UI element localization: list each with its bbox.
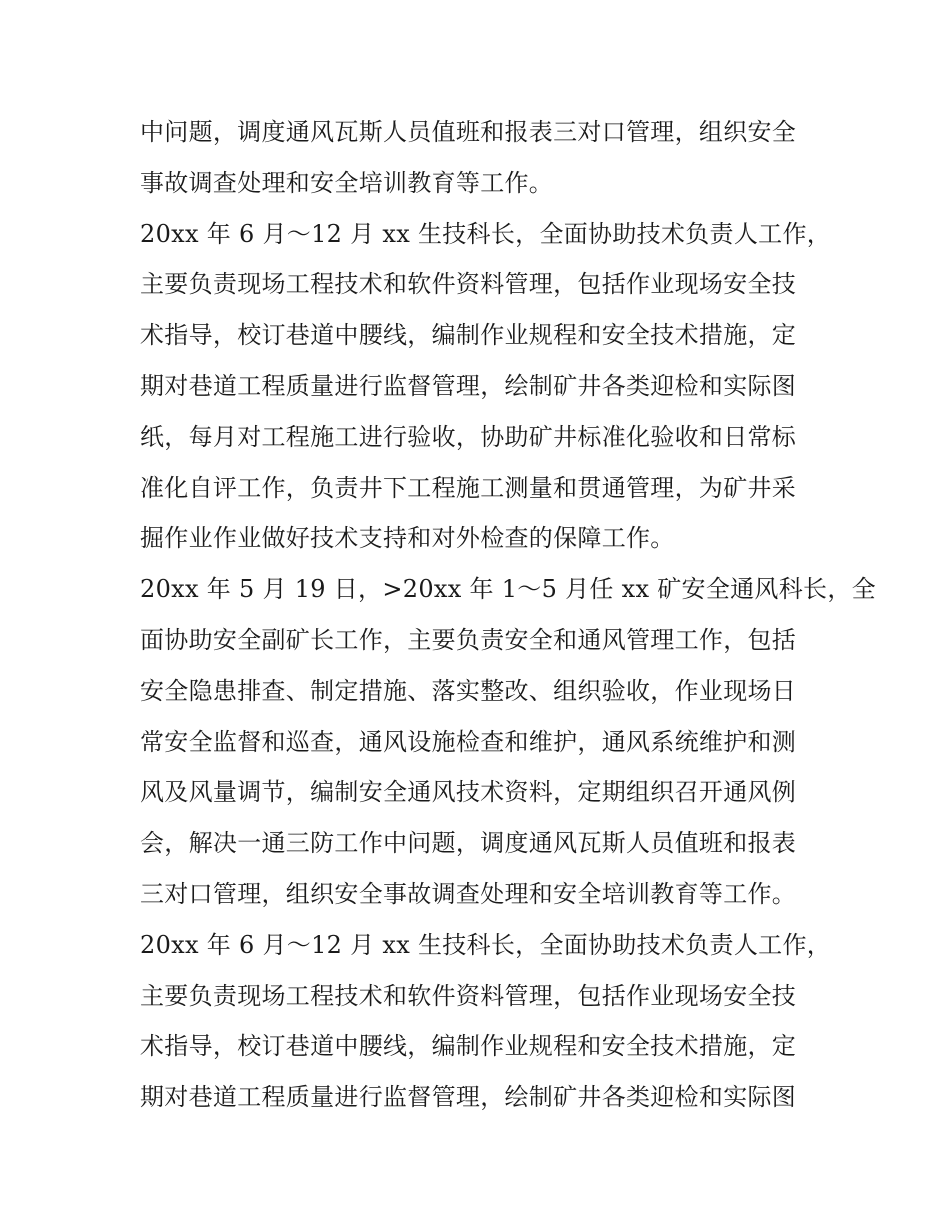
text-line: 准化自评工作，负责井下工程施工测量和贯通管理，为矿井采	[140, 473, 797, 502]
text-line: 会，解决一通三防工作中问题，调度通风瓦斯人员值班和报表	[140, 829, 797, 858]
body-text	[140, 107, 876, 1123]
text-line: 常安全监督和巡查，通风设施检查和维护，通风系统维护和测	[140, 727, 797, 756]
text-line: 面协助安全副矿长工作，主要负责安全和通风管理工作，包括	[140, 625, 797, 654]
text-line: 事故调查处理和安全培训教育等工作。	[140, 168, 554, 197]
text-line: 术指导，校订巷道中腰线，编制作业规程和安全技术措施，定	[140, 321, 797, 350]
text-line: 纸，每月对工程施工进行验收，协助矿井标准化验收和日常标	[140, 422, 797, 451]
text-line: 主要负责现场工程技术和软件资料管理，包括作业现场安全技	[140, 981, 797, 1010]
text-line: 风及风量调节，编制安全通风技术资料，定期组织召开通风例	[140, 778, 797, 807]
text-line: 掘作业作业做好技术支持和对外检查的保障工作。	[140, 524, 675, 553]
text-line: 主要负责现场工程技术和软件资料管理，包括作业现场安全技	[140, 270, 797, 299]
text-line: 20xx 年 5 月 19 日，>20xx 年 1～5 月任 xx 矿安全通风科长，全	[140, 575, 876, 604]
text-line: 期对巷道工程质量进行监督管理，绘制矿井各类迎检和实际图	[140, 371, 797, 400]
text-line: 三对口管理，组织安全事故调查处理和安全培训教育等工作。	[140, 879, 797, 908]
text-line: 安全隐患排查、制定措施、落实整改、组织验收，作业现场日	[140, 676, 797, 705]
text-line: 20xx 年 6 月～12 月 xx 生技科长，全面协助技术负责人工作，	[140, 930, 832, 959]
text-line: 期对巷道工程质量进行监督管理，绘制矿井各类迎检和实际图	[140, 1083, 797, 1112]
text-line: 术指导，校订巷道中腰线，编制作业规程和安全技术措施，定	[140, 1032, 797, 1061]
text-line: 20xx 年 6 月～12 月 xx 生技科长，全面协助技术负责人工作，	[140, 219, 832, 248]
text-line: 中问题，调度通风瓦斯人员值班和报表三对口管理，组织安全	[140, 118, 797, 146]
